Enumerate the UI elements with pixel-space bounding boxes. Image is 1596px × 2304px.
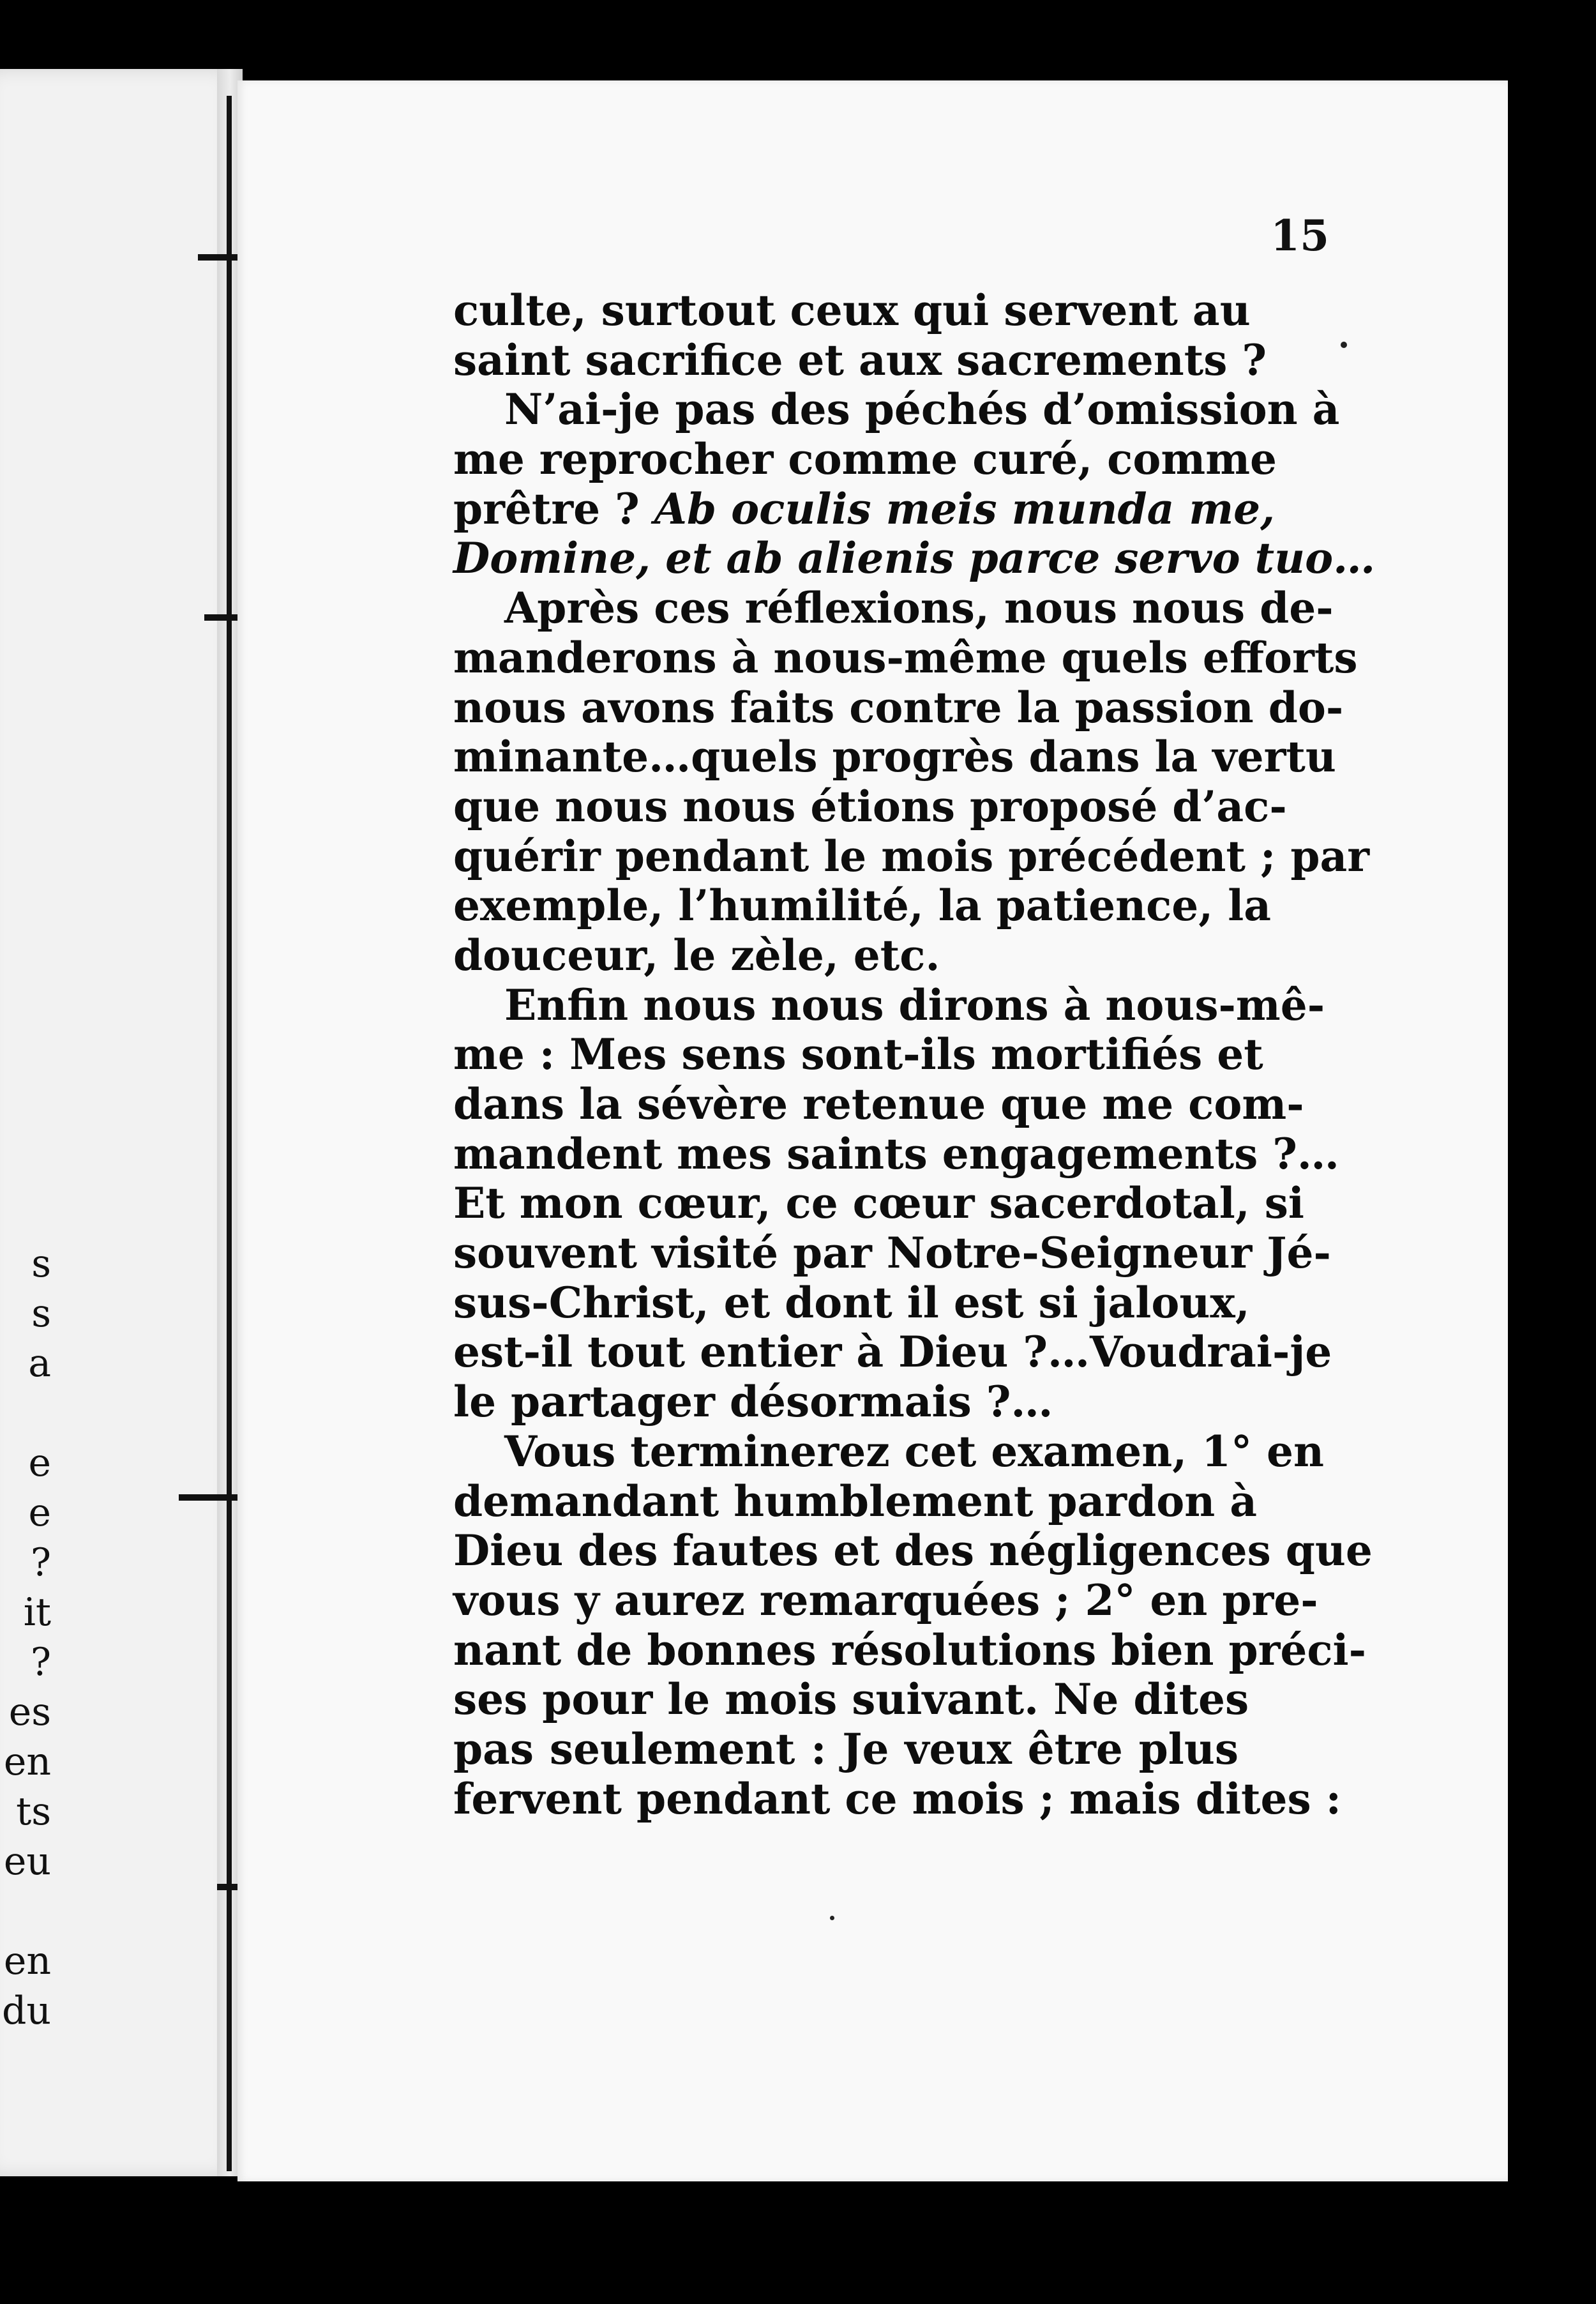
text-line: souvent visité par Notre-Seigneur Jé- [453, 1228, 1331, 1278]
text-line: que nous nous étions proposé d’ac- [453, 781, 1287, 831]
text-line: exemple, l’humilité, la patience, la [453, 881, 1272, 931]
text-line: demandant humblement pardon à [453, 1476, 1257, 1526]
text-line: ses pour le mois suivant. Ne dites [453, 1674, 1249, 1725]
speck [830, 1916, 834, 1920]
binding-thread [227, 96, 232, 2171]
left-fragment: es [8, 1690, 51, 1734]
left-fragment: ? [30, 1540, 51, 1585]
text-line: dans la sévère retenue que me com- [453, 1079, 1304, 1129]
left-fragment: e [28, 1490, 51, 1535]
speck [1341, 342, 1347, 348]
body-text [453, 285, 1376, 1824]
text-line: culte, surtout ceux qui servent au [453, 285, 1251, 335]
text-line: minante…quels progrès dans la vertu [453, 732, 1336, 782]
text-line: pas seulement : Je veux être plus [453, 1724, 1238, 1774]
left-fragment: s [31, 1291, 51, 1336]
text-line: Après ces réflexions, nous nous de- [504, 583, 1334, 633]
left-fragment: s [31, 1241, 51, 1286]
text-line: fervent pendant ce mois ; mais dites : [453, 1773, 1341, 1824]
left-fragment: en [3, 1739, 51, 1784]
text-line: saint sacrifice et aux sacrements ? [453, 335, 1267, 385]
text-line-roman: prêtre ? [453, 483, 654, 534]
text-line: me : Mes sens sont-ils mortifiés et [453, 1029, 1263, 1080]
left-fragment: e [28, 1441, 51, 1485]
text-line [453, 483, 1276, 534]
left-fragment: ? [30, 1640, 51, 1685]
text-line: nous avons faits contre la passion do- [453, 682, 1344, 732]
text-line: vous y aurez remarquées ; 2° en pre- [453, 1575, 1318, 1625]
text-line: manderons à nous-même quels efforts [453, 632, 1358, 683]
left-fragment: it [23, 1590, 51, 1635]
text-line: le partager désormais ?… [453, 1377, 1053, 1427]
text-line: Domine, et ab alienis parce servo tuo… [453, 533, 1376, 584]
text-line: Et mon cœur, ce cœur sacerdotal, si [453, 1178, 1304, 1229]
left-fragment: a [28, 1341, 51, 1386]
left-page-text-fragments [0, 1239, 51, 2036]
left-fragment [0, 1388, 51, 1438]
left-fragment: en [3, 1939, 51, 1983]
page-number: 15 [1270, 211, 1329, 261]
left-fragment: ts [16, 1789, 51, 1834]
text-line: douceur, le zèle, etc. [453, 930, 940, 980]
text-line: me reprocher comme curé, comme [453, 434, 1277, 485]
text-line: mandent mes saints engagements ?… [453, 1128, 1339, 1179]
text-line: Vous terminerez cet examen, 1° en [504, 1426, 1325, 1476]
text-line: Dieu des fautes et des négligences que [453, 1526, 1373, 1576]
text-line: sus-Christ, et dont il est si jaloux, [453, 1277, 1250, 1328]
text-line: est-il tout entier à Dieu ?…Voudrai-je [453, 1327, 1332, 1377]
text-line: Enfin nous nous dirons à nous-mê- [504, 980, 1325, 1030]
text-line: nant de bonnes résolutions bien préci- [453, 1625, 1367, 1675]
text-line: N’ai-je pas des péchés d’omission à [504, 384, 1340, 435]
left-fragment [0, 1886, 51, 1936]
left-fragment: du [1, 1989, 51, 2033]
text-line: quérir pendant le mois précédent ; par [453, 831, 1370, 881]
left-fragment: eu [3, 1839, 51, 1884]
text-line-italic: Ab oculis meis munda me, [654, 483, 1276, 534]
